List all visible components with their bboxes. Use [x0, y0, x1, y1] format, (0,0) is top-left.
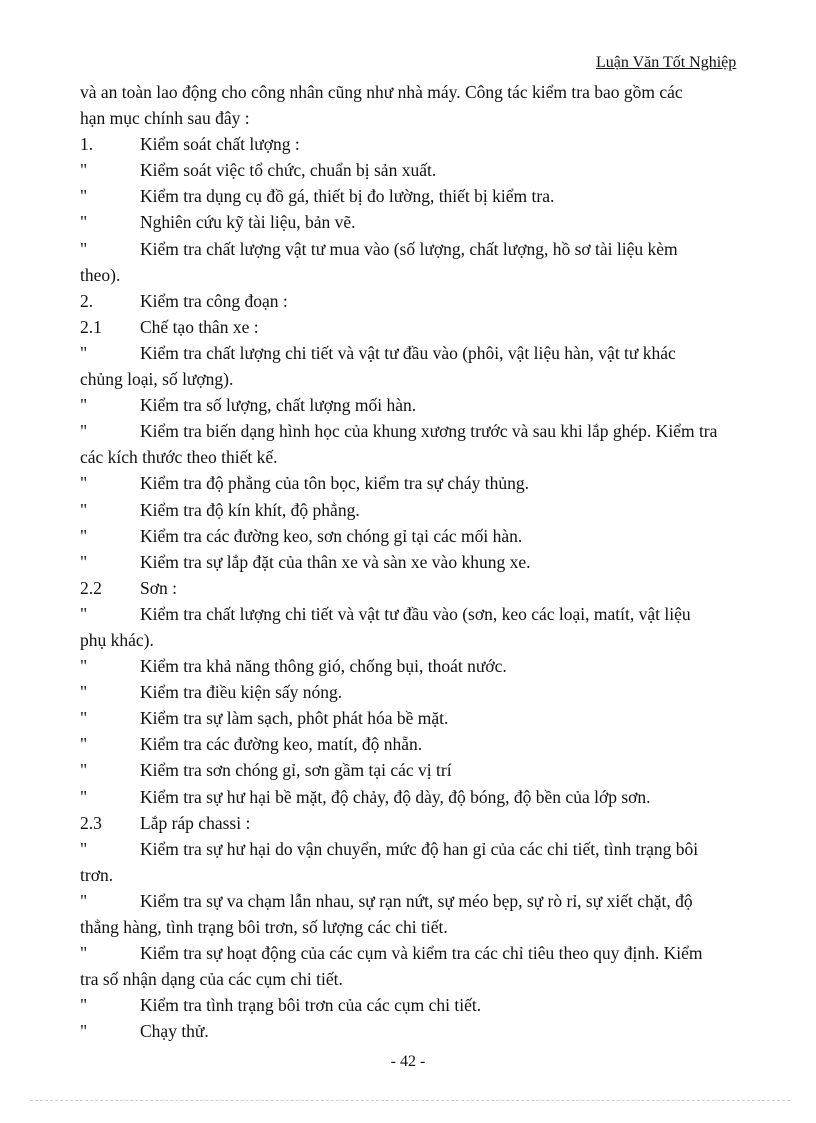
- list-marker: 2.1: [80, 316, 102, 337]
- text-line: [80, 131, 760, 157]
- text-line: [80, 888, 760, 914]
- line-text: Kiểm tra sự làm sạch, phôt phát hóa bề mặt.: [140, 708, 449, 729]
- list-marker: ": [80, 186, 88, 207]
- list-marker: ": [80, 838, 88, 859]
- line-text: Sơn :: [140, 577, 177, 598]
- line-text: Kiểm tra sự hư hại bề mặt, độ chảy, độ dày, độ bóng, độ bền của lớp sơn.: [140, 786, 651, 807]
- line-text: Chạy thử.: [140, 1021, 209, 1042]
- text-line: [80, 757, 760, 783]
- list-marker: ": [80, 473, 88, 494]
- text-line: [80, 523, 760, 549]
- line-text: Lắp ráp chassi :: [140, 812, 251, 833]
- page-bottom-divider: [30, 1100, 790, 1101]
- line-text: Kiểm tra tình trạng bôi trơn của các cụm chi tiết.: [140, 995, 482, 1016]
- line-text: tra số nhận dạng của các cụm chi tiết.: [80, 969, 343, 990]
- text-line: [80, 575, 760, 601]
- list-marker: 2.: [80, 290, 94, 311]
- text-line: [80, 340, 760, 366]
- text-line: [80, 653, 760, 679]
- line-text: hạn mục chính sau đây :: [80, 108, 250, 129]
- text-line: [80, 940, 760, 966]
- line-text: Kiểm tra điều kiện sấy nóng.: [140, 682, 343, 703]
- line-text: Kiểm tra số lượng, chất lượng mối hàn.: [140, 395, 417, 416]
- list-marker: ": [80, 760, 88, 781]
- line-text: Kiểm tra độ phẳng của tôn bọc, kiểm tra sự cháy thủng.: [140, 473, 530, 494]
- text-line: [80, 392, 760, 418]
- list-marker: ": [80, 342, 88, 363]
- line-text: Kiểm tra sự va chạm lẫn nhau, sự rạn nứt, sự méo bẹp, sự rò rỉ, sự xiết chặt, độ: [140, 890, 693, 911]
- text-line: [80, 810, 760, 836]
- list-marker: ": [80, 421, 88, 442]
- text-line: [80, 1018, 760, 1044]
- list-marker: ": [80, 943, 88, 964]
- list-marker: 2.3: [80, 812, 102, 833]
- list-marker: 2.2: [80, 577, 102, 598]
- line-text: thẳng hàng, tình trạng bôi trơn, số lượng các chi tiết.: [80, 917, 448, 937]
- line-text: Kiểm tra các đường keo, matít, độ nhẵn.: [140, 734, 423, 755]
- text-line: [80, 914, 760, 940]
- line-text: Nghiên cứu kỹ tài liệu, bản vẽ.: [140, 212, 356, 233]
- page-number: - 42 -: [390, 1053, 426, 1070]
- line-text: và an toàn lao động cho công nhân cũng như nhà máy. Công tác kiểm tra bao gồm các: [80, 82, 683, 102]
- line-text: Kiểm tra công đoạn :: [140, 290, 288, 311]
- text-line: [80, 497, 760, 523]
- text-line: [80, 862, 760, 888]
- text-line: [80, 836, 760, 862]
- text-line: [80, 549, 760, 575]
- list-marker: ": [80, 656, 88, 677]
- text-line: [80, 784, 760, 810]
- line-text: Kiểm tra các đường keo, sơn chóng gỉ tại các mối hàn.: [140, 525, 523, 546]
- line-text: trơn.: [80, 864, 114, 885]
- list-marker: ": [80, 499, 88, 520]
- text-line: [80, 314, 760, 340]
- line-text: Kiểm tra sự hư hại do vận chuyển, mức độ han gỉ của các chi tiết, tình trạng bôi: [140, 838, 699, 859]
- text-line: [80, 627, 760, 653]
- running-header: Luận Văn Tốt Nghiệp: [596, 54, 737, 71]
- text-line: [80, 444, 760, 470]
- text-line: [80, 183, 760, 209]
- line-text: Kiểm tra dụng cụ đồ gá, thiết bị đo lường, thiết bị kiểm tra.: [140, 186, 555, 207]
- line-text: Kiểm tra khả năng thông gió, chống bụi, thoát nước.: [140, 656, 507, 677]
- list-marker: ": [80, 551, 88, 572]
- text-line: [80, 418, 760, 444]
- text-line: [80, 105, 760, 131]
- text-line: [80, 209, 760, 235]
- line-text: phụ khác).: [80, 629, 154, 650]
- text-line: [80, 679, 760, 705]
- text-line: [80, 601, 760, 627]
- line-text: Kiểm tra chất lượng vật tư mua vào (số lượng, chất lượng, hồ sơ tài liệu kèm: [140, 238, 678, 259]
- text-line: [80, 288, 760, 314]
- text-line: [80, 366, 760, 392]
- line-text: theo).: [80, 264, 121, 285]
- text-line: [80, 966, 760, 992]
- line-text: chủng loại, số lượng).: [80, 369, 234, 390]
- list-marker: ": [80, 786, 88, 807]
- document-body: [80, 79, 760, 1044]
- list-marker: ": [80, 160, 88, 181]
- text-line: [80, 470, 760, 496]
- list-marker: ": [80, 238, 88, 259]
- list-marker: ": [80, 708, 88, 729]
- list-marker: ": [80, 995, 88, 1016]
- text-line: [80, 236, 760, 262]
- line-text: Chế tạo thân xe :: [140, 316, 259, 337]
- list-marker: ": [80, 890, 88, 911]
- list-marker: ": [80, 395, 88, 416]
- line-text: các kích thước theo thiết kế.: [80, 447, 278, 468]
- line-text: Kiểm tra sự lắp đặt của thân xe và sàn xe vào khung xe.: [140, 551, 531, 572]
- list-marker: ": [80, 1021, 88, 1042]
- text-line: [80, 992, 760, 1018]
- line-text: Kiểm soát việc tổ chức, chuẩn bị sản xuất.: [140, 160, 437, 181]
- list-marker: ": [80, 212, 88, 233]
- text-line: [80, 731, 760, 757]
- list-marker: ": [80, 525, 88, 546]
- line-text: Kiểm tra chất lượng chi tiết và vật tư đầu vào (sơn, keo các loại, matít, vật liệu: [140, 603, 691, 624]
- line-text: Kiểm tra sơn chóng gỉ, sơn gầm tại các vị trí: [140, 760, 452, 781]
- line-text: Kiểm tra chất lượng chi tiết và vật tư đầu vào (phôi, vật liệu hàn, vật tư khác: [140, 342, 676, 363]
- text-line: [80, 262, 760, 288]
- line-text: Kiểm tra biến dạng hình học của khung xương trước và sau khi lắp ghép. Kiểm tra: [140, 421, 718, 442]
- text-line: [80, 705, 760, 731]
- line-text: Kiểm tra sự hoạt động của các cụm và kiểm tra các chỉ tiêu theo quy định. Kiểm: [140, 943, 703, 964]
- line-text: Kiểm soát chất lượng :: [140, 134, 300, 155]
- list-marker: ": [80, 734, 88, 755]
- line-text: Kiểm tra độ kín khít, độ phẳng.: [140, 499, 360, 520]
- list-marker: ": [80, 682, 88, 703]
- text-line: [80, 157, 760, 183]
- text-line: [80, 79, 760, 105]
- list-marker: ": [80, 603, 88, 624]
- list-marker: 1.: [80, 134, 94, 155]
